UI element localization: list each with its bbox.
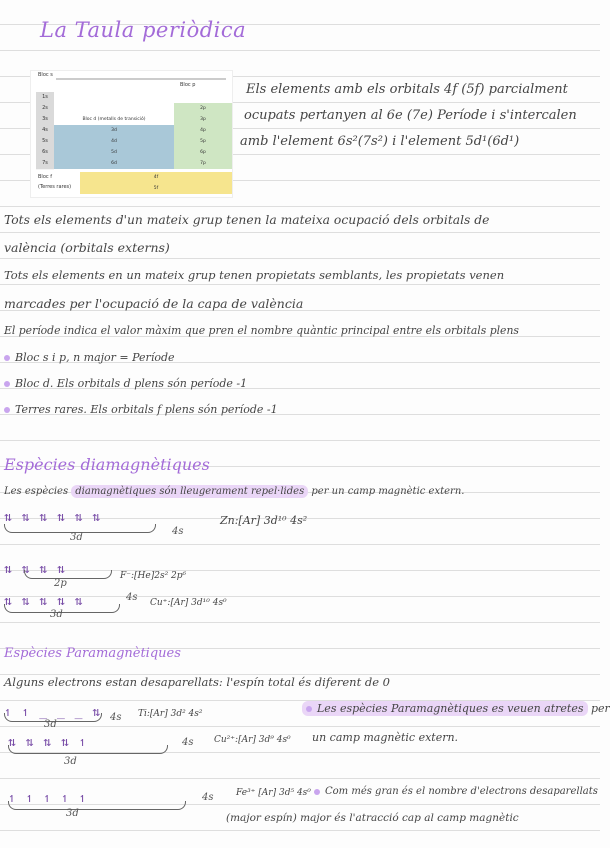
row-label: 5s (36, 136, 54, 148)
p-cell: 6p (174, 147, 232, 159)
d-cell: 3d (54, 125, 174, 137)
d-cell: 4d (54, 136, 174, 148)
table-caption-line (56, 78, 226, 80)
orbital-label: 4s (172, 526, 184, 537)
sentence-part: per un camp magnètic extern. (311, 486, 465, 497)
table-row (36, 125, 232, 136)
table-row (36, 158, 232, 169)
block-f-label: Bloc f (38, 174, 52, 180)
section-heading: Espècies Paramagnètiques (4, 646, 181, 661)
orbital-diagram: ↿ ↿ _ _ _ ⇅ (4, 705, 102, 720)
f-cell: 5f (80, 183, 232, 195)
brace-icon (24, 570, 112, 579)
bullet-item: Bloc s i p, n major = Període (4, 351, 175, 364)
brace-icon (8, 801, 186, 810)
p-cell: 2p (174, 103, 232, 115)
table-row (36, 92, 232, 103)
d-cell: 5d (54, 147, 174, 159)
orbital-label: 2p (54, 578, 67, 589)
table-row (36, 136, 232, 147)
electron-config: F⁻:[He]2s² 2p⁶ (120, 571, 187, 581)
row-label: 4s (36, 125, 54, 137)
orbital-diagram: ⇅ ⇅ ⇅ ⇅ ⇅ (4, 594, 84, 609)
paragraph-line: marcades per l'ocupació de la capa de valència (4, 296, 304, 311)
block-s-label: Bloc s (38, 72, 53, 78)
orbital-label: 3d (50, 609, 63, 620)
paramag-note (302, 702, 610, 715)
row-label: 6s (36, 147, 54, 159)
paramag-note: (major espín) major és l'atracció cap al camp magnètic (226, 812, 519, 824)
brace-icon (8, 745, 168, 754)
highlight: Les espècies Paramagnètiques es veuen atretes (302, 701, 588, 716)
section-heading: Espècies diamagnètiques (4, 455, 210, 474)
orbital-label: 3d (44, 719, 57, 730)
row-label: 7s (36, 158, 54, 170)
orbital-diagram: ⇅ ⇅ ⇅ ⇅ ↿ (8, 735, 88, 750)
orbital-label: 3d (66, 808, 79, 819)
row-label: 3s (36, 114, 54, 126)
electron-config: Zn:[Ar] 3d¹⁰ 4s² (220, 514, 308, 527)
p-cell: 5p (174, 136, 232, 148)
orbital-diagram: ⇅ ⇅ ⇅ ⇅ ⇅ ⇅ (4, 510, 102, 525)
intro-line: Els elements amb els orbitals 4f (5f) parcialment (246, 82, 568, 97)
row-label: 2s (36, 103, 54, 115)
periodic-table-image (30, 70, 233, 198)
electron-config: Ti:[Ar] 3d² 4s² (138, 709, 203, 719)
p-cell: 7p (174, 158, 232, 170)
bullet-item: Bloc d. Els orbitals d plens són període -1 (4, 377, 247, 390)
orbital-diagram: ⇅ ⇅ ⇅ ⇅ (4, 562, 66, 577)
p-cell: 3p (174, 114, 232, 126)
paragraph-line: Tots els elements en un mateix grup tenen propietats semblants, les propietats venen (4, 268, 505, 282)
sentence-part: per (591, 702, 610, 715)
orbital-label: 4s (110, 712, 122, 723)
block-f-sub: (Terres rares) (38, 184, 72, 190)
page-title: La Taula periòdica (40, 18, 247, 42)
orbital-label: 3d (64, 756, 77, 767)
paragraph-line: valència (orbitals externs) (4, 240, 170, 255)
row-label: 1s (36, 92, 54, 104)
paramag-sentence: Alguns electrons estan desaparellats: l'espín total és diferent de 0 (4, 675, 391, 689)
table-row (36, 103, 232, 114)
block-p-label: Bloc p (180, 82, 196, 88)
diamag-sentence (4, 486, 464, 497)
block-d-label: Bloc d (metalls de transició) (54, 114, 174, 126)
electron-config: Cu⁺:[Ar] 3d¹⁰ 4s⁰ (150, 598, 227, 608)
electron-config: Cu²⁺:[Ar] 3d⁹ 4s⁰ (214, 735, 291, 745)
paragraph-line: El període indica el valor màxim que pren el nombre quàntic principal entre els orbitals plens (4, 324, 519, 337)
intro-line: ocupats pertanyen al 6e (7e) Període i s'intercalen (244, 108, 577, 123)
orbital-label: 4s (126, 592, 138, 603)
orbital-label: 4s (202, 792, 214, 803)
table-grid (36, 82, 232, 164)
electron-config: Fe³⁺ [Ar] 3d⁵ 4s⁰ (236, 788, 311, 798)
paramag-note: un camp magnètic extern. (312, 731, 459, 744)
intro-line: amb l'element 6s²(7s²) i l'element 5d¹(6d¹) (240, 134, 520, 149)
paragraph-line: Tots els elements d'un mateix grup tenen la mateixa ocupació dels orbitals de (4, 213, 490, 227)
table-row (36, 147, 232, 158)
orbital-label: 3d (70, 532, 83, 543)
p-cell: 4p (174, 125, 232, 137)
orbital-label: 4s (182, 737, 194, 748)
highlight: diamagnètiques són lleugerament repel·lides (71, 485, 308, 498)
bullet-item: Terres rares. Els orbitals f plens són període -1 (4, 403, 278, 416)
orbital-diagram: ↿ ↿ ↿ ↿ ↿ (8, 791, 88, 806)
sentence-part: Les espècies (4, 486, 69, 497)
table-row (36, 114, 232, 125)
d-cell: 6d (54, 158, 174, 170)
f-cell: 4f (80, 172, 232, 184)
paramag-note: Com més gran és el nombre d'electrons desaparellats (314, 786, 598, 797)
